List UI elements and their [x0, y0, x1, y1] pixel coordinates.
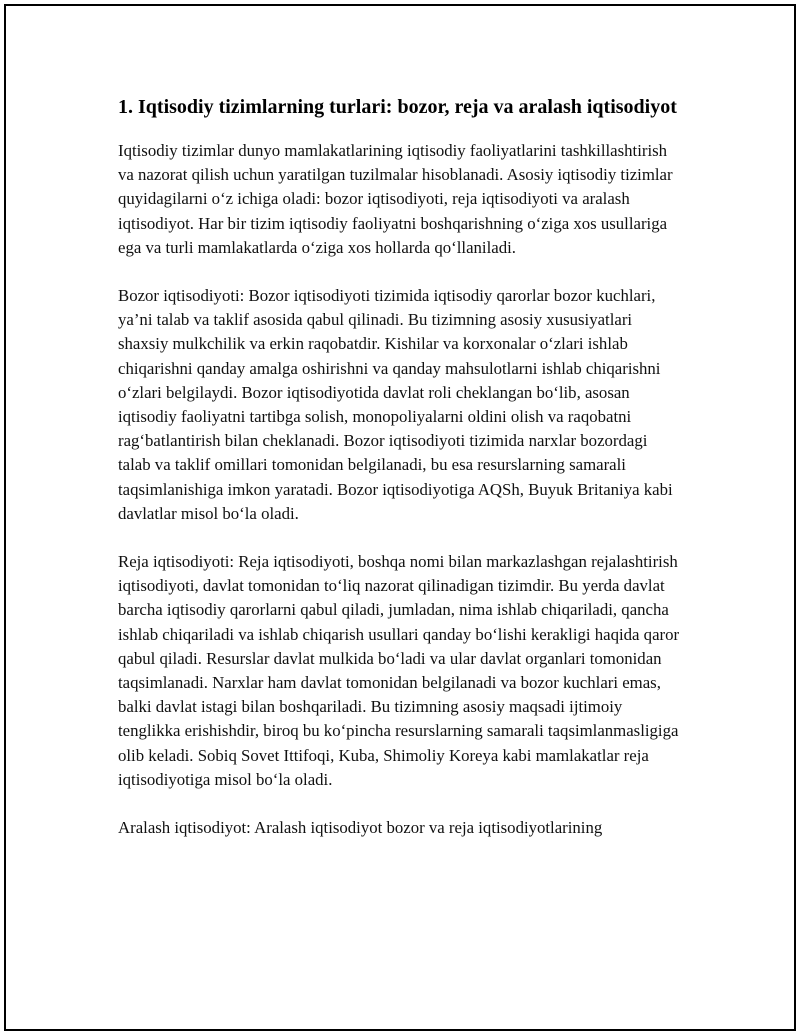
- paragraph-mixed-economy: Aralash iqtisodiyot: Aralash iqtisodiyot bozor va reja iqtisodiyotlarining: [118, 818, 603, 838]
- paragraph-intro: Iqtisodiy tizimlar dunyo mamlakatlarining iqtisodiy faoliyatlarini tashkillashtirish va nazorat qilish uchun yaratilgan tuzilmalar hisoblanadi. Asosiy iqtisodiy tizimlar quyidagilarni o‘z ichiga oladi: bozor iqtisodiyoti, reja iqtisodiyoti va aralash iqtisodiyot. Har bir tizim iqtisodiy faoliyatni boshqarishning o‘ziga xos usullariga ega va turli mamlakatlarda o‘ziga xos hollarda qo‘llaniladi.: [118, 141, 673, 257]
- paragraph-planned-economy: Reja iqtisodiyoti: Reja iqtisodiyoti, boshqa nomi bilan markazlashgan rejalashtirish iqtisodiyoti, davlat tomonidan to‘liq nazorat qilinadigan tizimdir. Bu yerda davlat barcha iqtisodiy qarorlarni qabul qiladi, jumladan, nima ishlab chiqariladi, qancha ishlab chiqariladi va ishlab chiqarish usullari qanday bo‘lishi kerakligi haqida qaror qabul qiladi. Resurslar davlat mulkida bo‘ladi va ular davlat organlari tomonidan taqsimlanadi. Narxlar ham davlat tomonidan belgilanadi va bozor kuchlari emas, balki davlat istagi bilan boshqariladi. Bu tizimning asosiy maqsadi ijtimoiy tenglikka erishishdir, biroq bu ko‘pincha resurslarning samarali taqsimlanmasligiga olib keladi. Sobiq Sovet Ittifoqi, Kuba, Shimoliy Koreya kabi mamlakatlar reja iqtisodiyotiga misol bo‘la oladi.: [118, 552, 680, 789]
- paragraph-market-economy: Bozor iqtisodiyoti: Bozor iqtisodiyoti tizimida iqtisodiy qarorlar bozor kuchlari, ya’ni talab va taklif asosida qabul qilinadi. Bu tizimning asosiy xususiyatlari shaxsiy mulkchilik va erkin raqobatdir. Kishilar va korxonalar o‘zlari ishlab chiqarishni qanday amalga oshirishni va qanday mahsulotlarni ishlab chiqarishni o‘zlari belgilaydi. Bozor iqtisodiyotida davlat roli cheklangan bo‘lib, asosan iqtisodiy faoliyatni tartibga solish, monopoliyalarni oldini olish va raqobatni rag‘batlantirish bilan cheklanadi. Bozor iqtisodiyoti tizimida narxlar bozordagi talab va taklif omillari tomonidan belgilanadi, bu esa resurslarning samarali taqsimlanishiga imkon yaratadi. Bozor iqtisodiyotiga AQSh, Buyuk Britaniya kabi davlatlar misol bo‘la oladi.: [118, 286, 673, 523]
- section-heading: 1. Iqtisodiy tizimlarning turlari: bozor, reja va aralash iqtisodiyot: [118, 96, 677, 118]
- document-body: [118, 94, 683, 864]
